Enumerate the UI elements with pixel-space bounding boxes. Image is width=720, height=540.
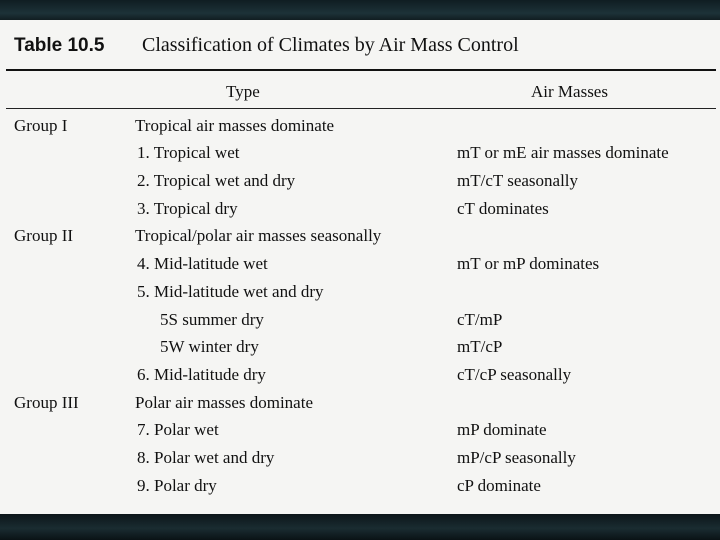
column-header-air-masses: Air Masses [531, 82, 608, 101]
type-cell: 4. Mid-latitude wet [137, 254, 268, 273]
air-mass-cell: mT or mP dominates [457, 254, 600, 273]
type-cell: 1. Tropical wet [137, 143, 240, 162]
air-mass-cell: mT/cP [457, 337, 503, 356]
table-row [0, 254, 720, 281]
table-row [0, 310, 720, 337]
group-cell: Group II [14, 226, 74, 245]
air-mass-cell: cT/mP [457, 310, 503, 329]
type-cell: 6. Mid-latitude dry [137, 365, 266, 384]
type-cell: 7. Polar wet [137, 420, 219, 439]
table-title: Classification of Climates by Air Mass Control [142, 34, 519, 56]
rule-top [6, 69, 716, 71]
type-cell: Tropical/polar air masses seasonally [135, 226, 382, 245]
table-row [0, 199, 720, 226]
type-cell: 2. Tropical wet and dry [137, 171, 296, 190]
air-mass-cell: mT/cT seasonally [457, 171, 579, 190]
air-mass-cell: mP/cP seasonally [457, 448, 576, 467]
table-row [0, 448, 720, 475]
column-header-type: Type [226, 82, 260, 101]
type-cell: 5. Mid-latitude wet and dry [137, 282, 324, 301]
type-cell: 9. Polar dry [137, 476, 217, 495]
type-cell: 8. Polar wet and dry [137, 448, 275, 467]
table-row [0, 420, 720, 447]
bottom-frame-bar [0, 514, 720, 540]
table-row [0, 171, 720, 198]
type-cell: 5S summer dry [160, 310, 264, 329]
table-row [0, 116, 720, 143]
table-sheet [0, 20, 720, 516]
table-row [0, 476, 720, 503]
group-cell: Group III [14, 393, 79, 412]
air-mass-cell: cT dominates [457, 199, 549, 218]
table-title-row [14, 32, 714, 64]
table-label: Table 10.5 [14, 35, 105, 56]
type-cell: 3. Tropical dry [137, 199, 238, 218]
table-row [0, 365, 720, 392]
type-cell: 5W winter dry [160, 337, 259, 356]
air-mass-cell: cT/cP seasonally [457, 365, 572, 384]
table-row [0, 337, 720, 364]
table-row [0, 282, 720, 309]
air-mass-cell: mT or mE air masses dominate [457, 143, 669, 162]
air-mass-cell: mP dominate [457, 420, 547, 439]
table-row [0, 226, 720, 253]
table-row [0, 143, 720, 170]
group-cell: Group I [14, 116, 68, 135]
type-cell: Polar air masses dominate [135, 393, 313, 412]
top-frame-bar [0, 0, 720, 22]
rule-header [6, 108, 716, 109]
type-cell: Tropical air masses dominate [135, 116, 335, 135]
table-row [0, 393, 720, 420]
air-mass-cell: cP dominate [457, 476, 541, 495]
